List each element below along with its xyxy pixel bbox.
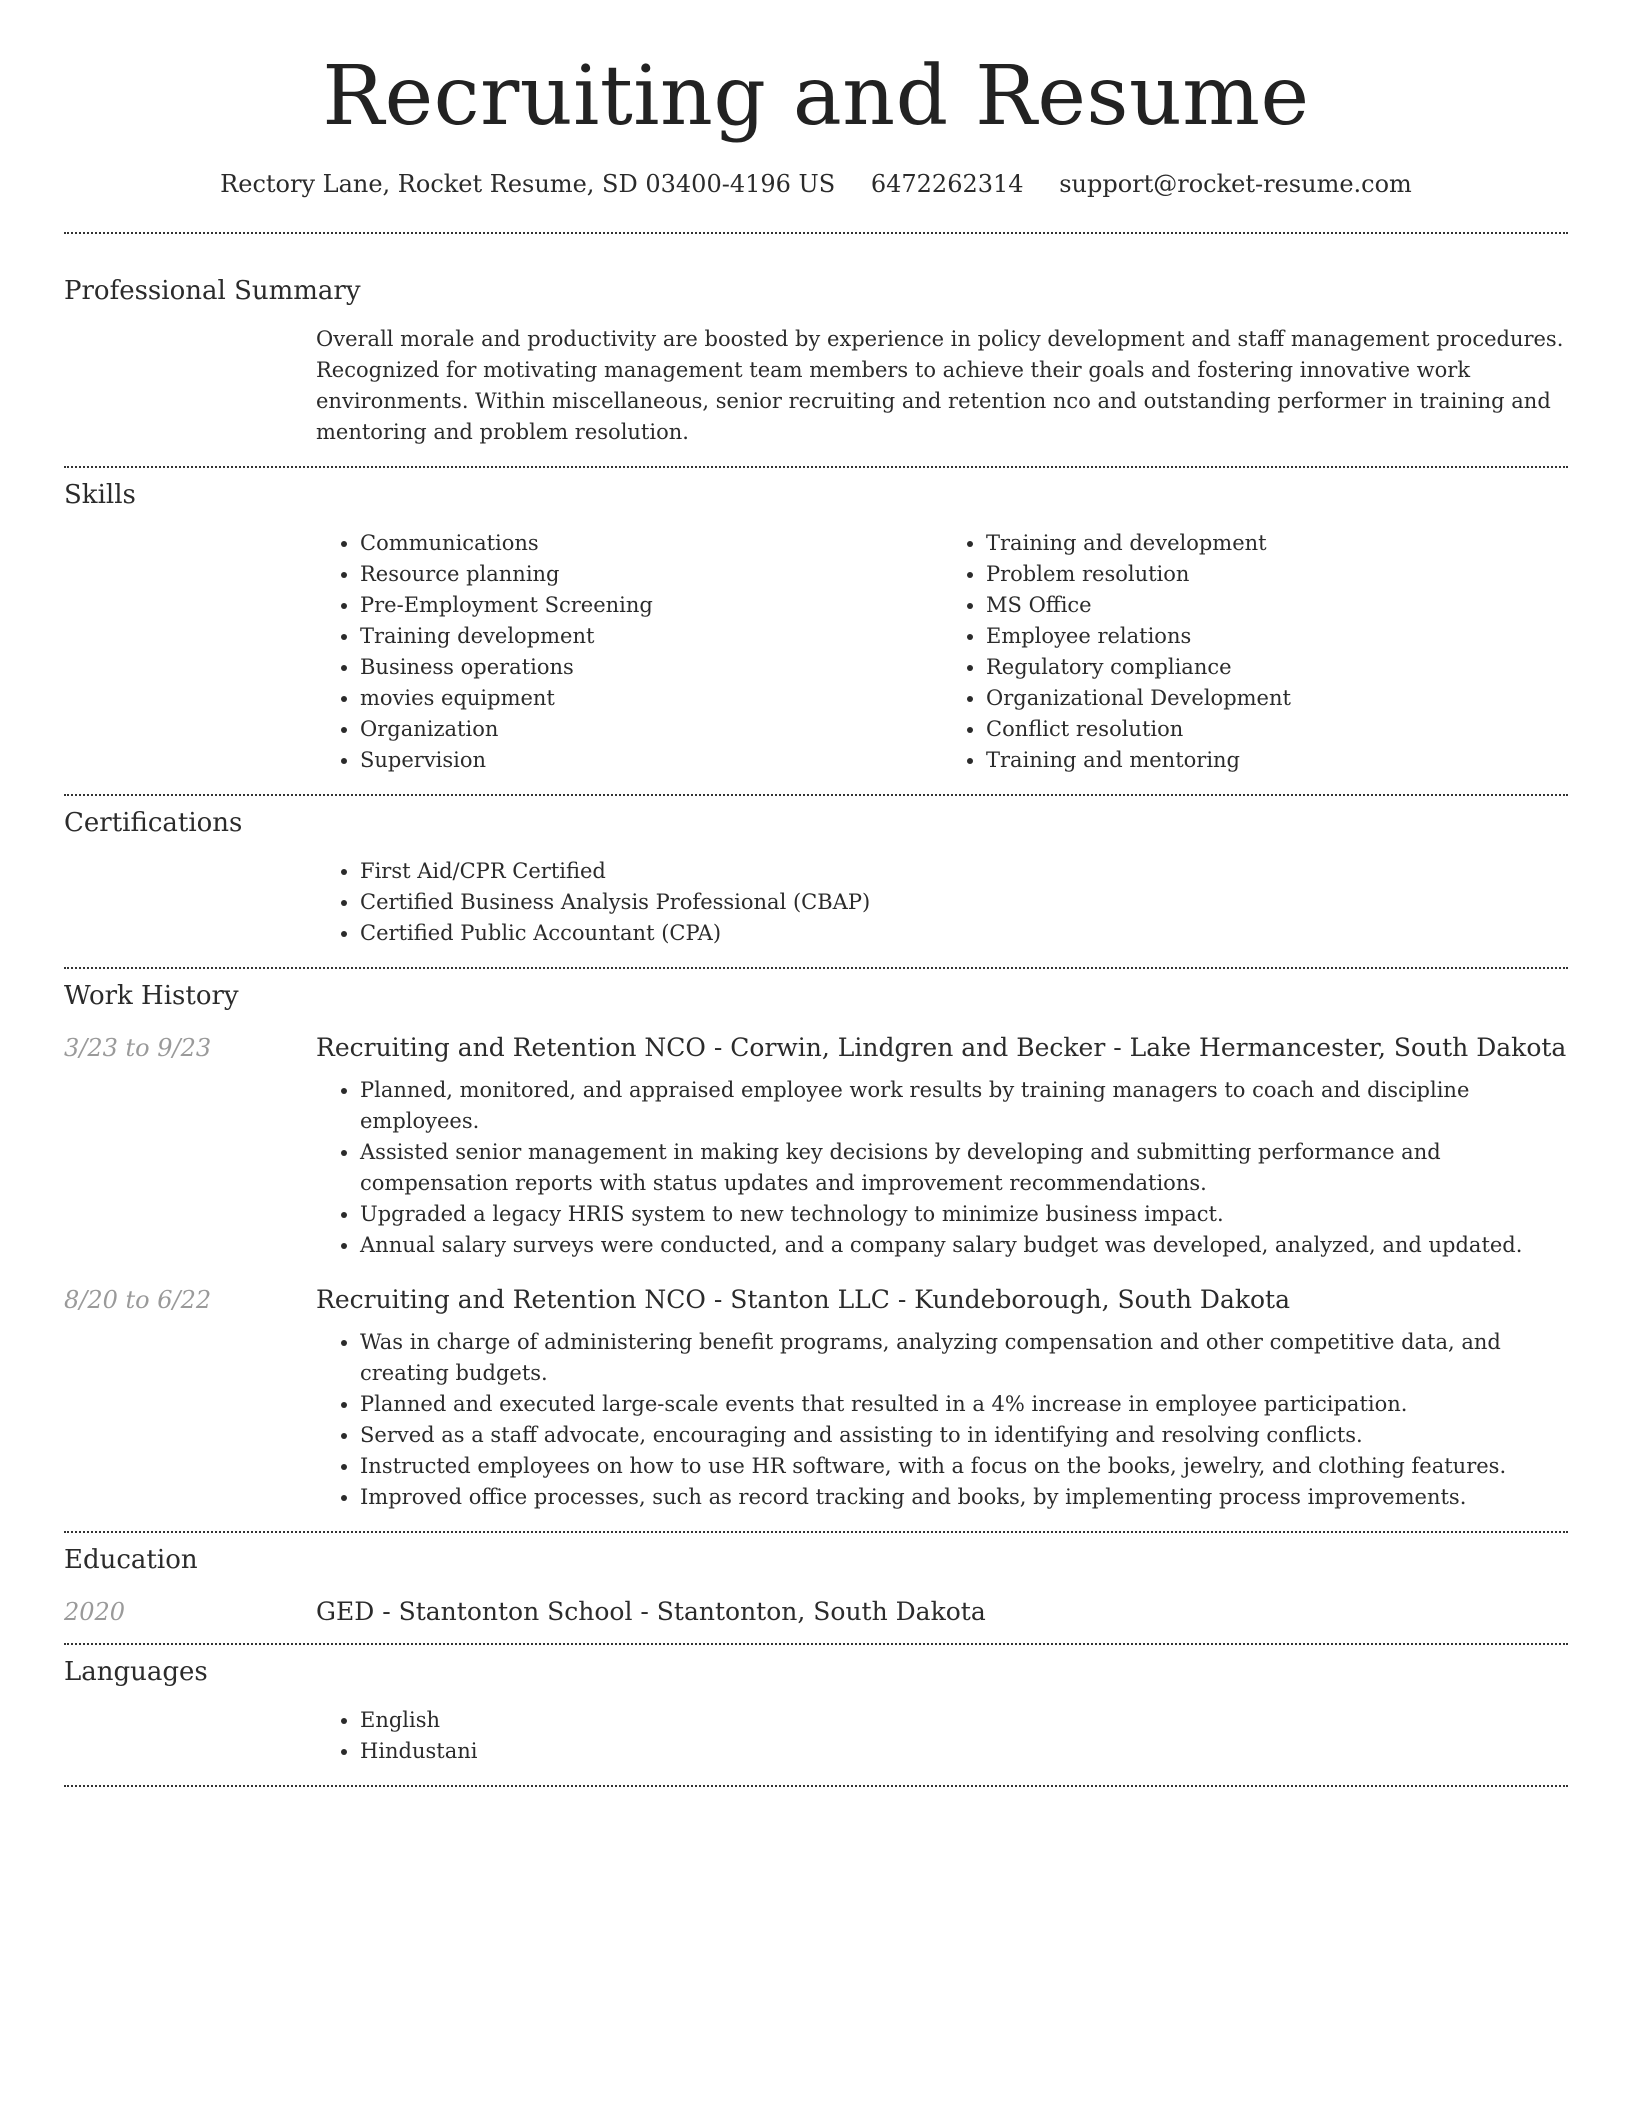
skill-item: • Supervision <box>360 745 942 776</box>
job-bullet: • Upgraded a legacy HRIS system to new technology to minimize business impact. <box>360 1199 1568 1230</box>
certification-item: • Certified Public Accountant (CPA) <box>360 918 1568 949</box>
skills-list-right <box>942 528 1568 776</box>
job-dates: 8/20 to 6/22 <box>64 1286 212 1315</box>
education-entry <box>64 1595 1568 1629</box>
job-title: Recruiting and Retention NCO - Stanton LLC - Kundeborough, South Dakota <box>316 1285 1291 1315</box>
summary-section <box>64 234 1568 466</box>
section-title: Skills <box>64 480 136 511</box>
skill-item: • MS Office <box>986 590 1568 621</box>
language-item: • English <box>360 1705 1568 1736</box>
section-title: Certifications <box>64 808 243 839</box>
skill-item: • movies equipment <box>360 683 942 714</box>
divider <box>64 1785 1568 1787</box>
job-bullet: • Improved office processes, such as record tracking and books, by implementing process improvements. <box>360 1482 1568 1513</box>
languages-list <box>316 1705 1568 1767</box>
section-title: Languages <box>64 1657 208 1688</box>
contact-email: support@rocket-resume.com <box>1059 170 1412 199</box>
education-year: 2020 <box>64 1598 126 1627</box>
work-history-section <box>64 969 1568 1531</box>
skill-item: • Conflict resolution <box>986 714 1568 745</box>
skill-item: • Training and development <box>986 528 1568 559</box>
section-title: Work History <box>64 981 239 1012</box>
skills-section <box>64 468 1568 794</box>
skill-item: • Communications <box>360 528 942 559</box>
certifications-section <box>64 796 1568 967</box>
job-bullet-list <box>316 1327 1568 1513</box>
job-bullet: • Annual salary surveys were conducted, and a company salary budget was developed, analyzed, and updated. <box>360 1230 1568 1261</box>
job-bullet-list <box>316 1075 1568 1261</box>
skill-item: • Resource planning <box>360 559 942 590</box>
contact-phone: 6472262314 <box>870 170 1024 199</box>
skill-item: • Pre-Employment Screening <box>360 590 942 621</box>
languages-body <box>316 1705 1568 1767</box>
languages-section <box>64 1645 1568 1785</box>
skill-item: • Employee relations <box>986 621 1568 652</box>
skills-grid <box>316 522 1568 780</box>
job-bullet: • Assisted senior management in making key decisions by developing and submitting performance and compensation reports with status updates and improvement recommendations. <box>360 1137 1568 1199</box>
summary-text: Overall morale and productivity are boosted by experience in policy development and staff management procedures. Recognized for motivating management team members to achieve their goals and fostering innovative work environments. Within miscellaneous, senior recruiting and retention nco and outstanding performer in training and mentoring and problem resolution. <box>316 327 1564 445</box>
job-bullet: • Planned, monitored, and appraised employee work results by training managers to coach and discipline employees. <box>360 1075 1568 1137</box>
education-section <box>64 1533 1568 1643</box>
certifications-body <box>316 856 1568 949</box>
certifications-list <box>316 856 1568 949</box>
skill-item: • Training and mentoring <box>986 745 1568 776</box>
job-bullet: • Served as a staff advocate, encouraging and assisting to in identifying and resolving conflicts. <box>360 1420 1568 1451</box>
certification-item: • Certified Business Analysis Professional (CBAP) <box>360 887 1568 918</box>
contact-address: Rectory Lane, Rocket Resume, SD 03400-4196 US <box>220 170 836 199</box>
skill-item: • Training development <box>360 621 942 652</box>
section-title: Education <box>64 1545 198 1576</box>
job-bullet: • Instructed employees on how to use HR software, with a focus on the books, jewelry, and clothing features. <box>360 1451 1568 1482</box>
job-entry <box>64 1283 1568 1317</box>
skill-item: • Regulatory compliance <box>986 652 1568 683</box>
job-title: Recruiting and Retention NCO - Corwin, Lindgren and Becker - Lake Hermancester, South Dakota <box>316 1033 1567 1063</box>
job-entry <box>64 1031 1568 1065</box>
summary-body <box>316 324 1568 448</box>
job-bullets <box>316 1075 1568 1261</box>
skill-item: • Problem resolution <box>986 559 1568 590</box>
resume-name: Recruiting and Resume <box>322 49 1310 144</box>
skill-item: • Organization <box>360 714 942 745</box>
education-degree: GED - Stantonton School - Stantonton, South Dakota <box>316 1597 986 1627</box>
certification-item: • First Aid/CPR Certified <box>360 856 1568 887</box>
job-bullets <box>316 1327 1568 1513</box>
section-title: Professional Summary <box>64 276 361 307</box>
contact-line <box>64 170 1568 198</box>
skills-list-left <box>316 528 942 776</box>
skill-item: • Organizational Development <box>986 683 1568 714</box>
job-dates: 3/23 to 9/23 <box>64 1034 212 1063</box>
language-item: • Hindustani <box>360 1736 1568 1767</box>
job-bullet: • Planned and executed large-scale events that resulted in a 4% increase in employee participation. <box>360 1389 1568 1420</box>
skill-item: • Business operations <box>360 652 942 683</box>
job-bullet: • Was in charge of administering benefit programs, analyzing compensation and other competitive data, and creating budgets. <box>360 1327 1568 1389</box>
